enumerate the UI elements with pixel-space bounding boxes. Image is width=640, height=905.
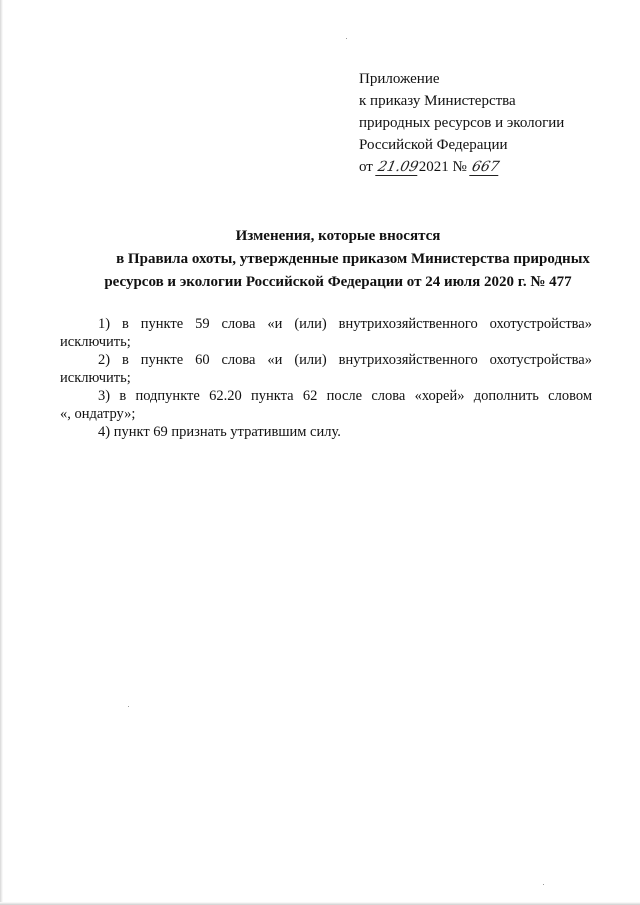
list-item bbox=[60, 351, 592, 387]
list-item-first-line: 2) в пункте 60 слова «и (или) внутрихозяйственного охотустройства» bbox=[98, 352, 592, 368]
appendix-line-4: Российской Федерации bbox=[359, 137, 508, 153]
order-year: 2021 № bbox=[418, 159, 467, 175]
title-line-2: в Правила охоты, утвержденные приказом Министерства природных bbox=[116, 251, 590, 267]
list-item-continuation: исключить; bbox=[60, 370, 131, 386]
list-item-first-line: 3) в подпункте 62.20 пункта 62 после слова «хорей» дополнить словом bbox=[98, 388, 592, 404]
scan-speck bbox=[346, 38, 347, 39]
title-line-3: ресурсов и экологии Российской Федерации от 24 июля 2020 г. № 477 bbox=[104, 274, 572, 290]
appendix-line-3: природных ресурсов и экологии bbox=[359, 115, 565, 131]
handwritten-date: 21.09 bbox=[376, 159, 420, 175]
list-item bbox=[60, 387, 592, 423]
title-line-1: Изменения, которые вносятся bbox=[235, 228, 441, 244]
appendix-header bbox=[359, 68, 564, 178]
handwritten-order-number: 667 bbox=[469, 159, 501, 175]
appendix-date-line bbox=[359, 156, 564, 178]
appendix-line-1: Приложение bbox=[359, 71, 440, 87]
scan-speck bbox=[543, 884, 544, 885]
list-item-continuation: исключить; bbox=[60, 334, 131, 350]
list-item bbox=[60, 315, 592, 351]
scan-speck bbox=[128, 706, 129, 707]
list-item-continuation: «, ондатру»; bbox=[60, 406, 136, 422]
list-item-first-line: 1) в пункте 59 слова «и (или) внутрихозяйственного охотустройства» bbox=[98, 316, 592, 332]
date-prefix: от bbox=[359, 159, 373, 175]
document-title bbox=[60, 225, 616, 294]
appendix-line-2: к приказу Министерства bbox=[359, 93, 516, 109]
scan-edge-left bbox=[0, 0, 3, 905]
list-item: 4) пункт 69 признать утратившим силу. bbox=[98, 424, 341, 440]
amendments-list bbox=[60, 315, 592, 441]
